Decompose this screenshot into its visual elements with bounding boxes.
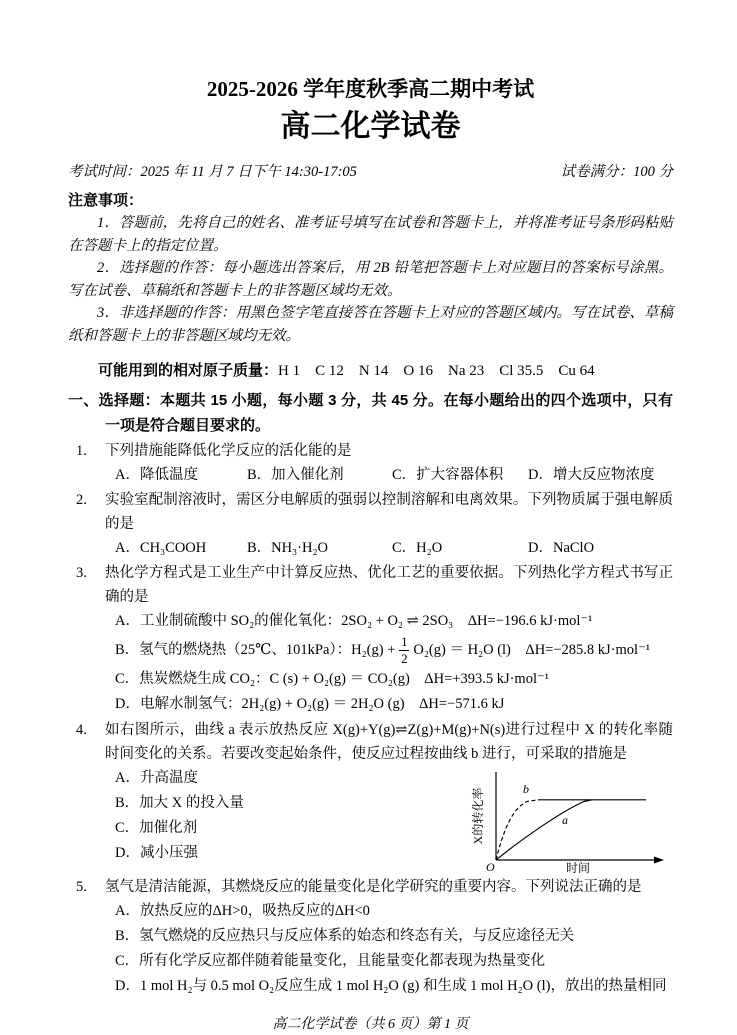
question-3-option-b-after: O₂(g) ＝ H₂O (l) ΔH=−285.8 kJ·mol⁻¹	[413, 642, 651, 658]
exam-time-text: 考试时间：2025 年 11 月 7 日下午 14:30-17:05	[68, 164, 357, 180]
question-1	[68, 439, 673, 487]
question-4-options	[105, 766, 468, 874]
curve-a-label: a	[562, 813, 568, 827]
question-2-option-d: D．NaClO	[528, 540, 595, 556]
question-1-option-c: C．扩大容器体积	[392, 467, 504, 483]
question-4-option-b: B．加大 X 的投入量	[115, 795, 244, 811]
question-1-options	[105, 463, 673, 487]
question-1-number: 1.	[76, 443, 87, 459]
exam-title-line2: 高二化学试卷	[280, 110, 461, 143]
exam-title-line1: 2025-2026 学年度秋季高二期中考试	[206, 77, 535, 101]
question-3	[68, 561, 673, 717]
question-2-option-c: C．H₂O	[392, 540, 443, 556]
atomic-masses-label: 可能用到的相对原子质量：	[98, 362, 279, 379]
question-1-option-b: B．加入催化剂	[247, 467, 344, 483]
question-4-number: 4.	[76, 722, 87, 738]
question-1-option-d: D．增大反应物浓度	[528, 467, 655, 483]
section-one-heading: 一、选择题：本题共 15 小题，每小题 3 分，共 45 分。在每小题给出的四个选项中，只有一项是符合题目要求的。	[68, 392, 673, 434]
curve-b-label: b	[523, 782, 529, 796]
question-3-option-b	[105, 634, 673, 667]
question-1-option-a: A．降低温度	[115, 467, 198, 483]
question-3-option-a: A．工业制硫酸中 SO₂的催化氧化：2SO₂ + O₂ ⇌ 2SO₃ ΔH=−196.6 kJ·mol⁻¹	[115, 613, 593, 629]
question-4-option-d: D．减小压强	[115, 845, 198, 861]
question-2-option-b: B．NH₃·H₂O	[247, 540, 328, 556]
question-2-number: 2.	[76, 492, 87, 508]
fraction-numerator: 1	[401, 634, 408, 650]
question-2-stem: 实验室配制溶液时，需区分电解质的强弱以控制溶解和电离效果。下列物质属于强电解质的是	[105, 492, 673, 532]
curve-a-solid	[496, 800, 592, 860]
question-5	[68, 875, 673, 999]
question-5-option-b: B．氢气燃烧的反应热只与反应体系的始态和终态有关，与反应途径无关	[115, 928, 575, 944]
notice-item-1: 1．答题前，先将自己的姓名、准考证号填写在试卷和答题卡上，并将准考证号条形码粘贴在答题卡上的指定位置。	[68, 215, 673, 254]
question-5-option-c: C．所有化学反应都伴随着能量变化，且能量变化都表现为热量变化	[115, 953, 546, 969]
notices-heading: 注意事项：	[68, 192, 144, 209]
question-3-number: 3.	[76, 565, 87, 581]
origin-label: O	[486, 860, 495, 874]
question-3-option-c: C．焦炭燃烧生成 CO₂：C (s) + O₂(g) ＝ CO₂(g) ΔH=+393.5 kJ·mol⁻¹	[115, 671, 549, 687]
x-axis-label: 时间	[565, 861, 591, 875]
question-3-option-b-before: B．氢气的燃烧热（25℃、101kPa）：H₂(g) +	[115, 642, 396, 658]
question-5-stem: 氢气是清洁能源，其燃烧反应的能量变化是化学研究的重要内容。下列说法正确的是	[105, 879, 642, 895]
question-1-stem: 下列措施能降低化学反应的活化能的是	[105, 443, 352, 459]
question-4	[68, 718, 673, 874]
atomic-masses-line	[68, 359, 673, 383]
conversion-rate-vs-time-chart	[468, 768, 673, 874]
question-5-number: 5.	[76, 879, 87, 895]
question-5-option-d: D．1 mol H₂与 0.5 mol O₂反应生成 1 mol H₂O (g) 和生成 1 mol H₂O (l)，放出的热量相同	[115, 978, 667, 994]
one-half-fraction	[399, 635, 409, 665]
y-axis-label: X的转化率	[471, 787, 485, 845]
page-footer: 高二化学试卷（共 6 页）第 1 页	[272, 1017, 469, 1032]
notice-item-2: 2．选择题的作答：每小题选出答案后，用 2B 铅笔把答题卡上对应题目的答案标号涂黑。写在试卷、草稿纸和答题卡上的非答题区域均无效。	[68, 260, 673, 299]
x-axis-arrow-icon	[654, 857, 664, 864]
notice-item-3: 3．非选择题的作答：用黑色签字笔直接答在答题卡上对应的答题区域内。写在试卷、草稿纸和答题卡上的非答题区域均无效。	[68, 305, 673, 344]
atomic-masses-values: H 1 C 12 N 14 O 16 Na 23 Cl 35.5 Cu 64	[278, 363, 595, 379]
full-score-text: 试卷满分：100 分	[560, 164, 673, 180]
question-5-option-a: A．放热反应的ΔH>0，吸热反应的ΔH<0	[115, 903, 370, 919]
question-4-option-c: C．加催化剂	[115, 820, 198, 836]
question-2-option-a: A．CH₃COOH	[115, 540, 207, 556]
question-2	[68, 488, 673, 560]
question-4-stem: 如右图所示，曲线 a 表示放热反应 X(g)+Y(g)⇌Z(g)+M(g)+N(s)进行过程中 X 的转化率随时间变化的关系。若要改变起始条件，使反应过程按曲线 b 进行，可采取的措施是	[105, 722, 673, 762]
question-3-stem: 热化学方程式是工业生产中计算反应热、优化工艺的重要依据。下列热化学方程式书写正确的是	[105, 565, 673, 605]
question-2-options	[105, 536, 673, 560]
question-4-option-a: A．升高温度	[115, 770, 198, 786]
question-3-option-d: D．电解水制氢气：2H₂(g) + O₂(g) ＝ 2H₂O (g) ΔH=−571.6 kJ	[115, 696, 505, 712]
curve-b-dashed	[496, 800, 538, 860]
exam-info-row	[68, 162, 673, 182]
fraction-denominator: 2	[401, 651, 408, 666]
